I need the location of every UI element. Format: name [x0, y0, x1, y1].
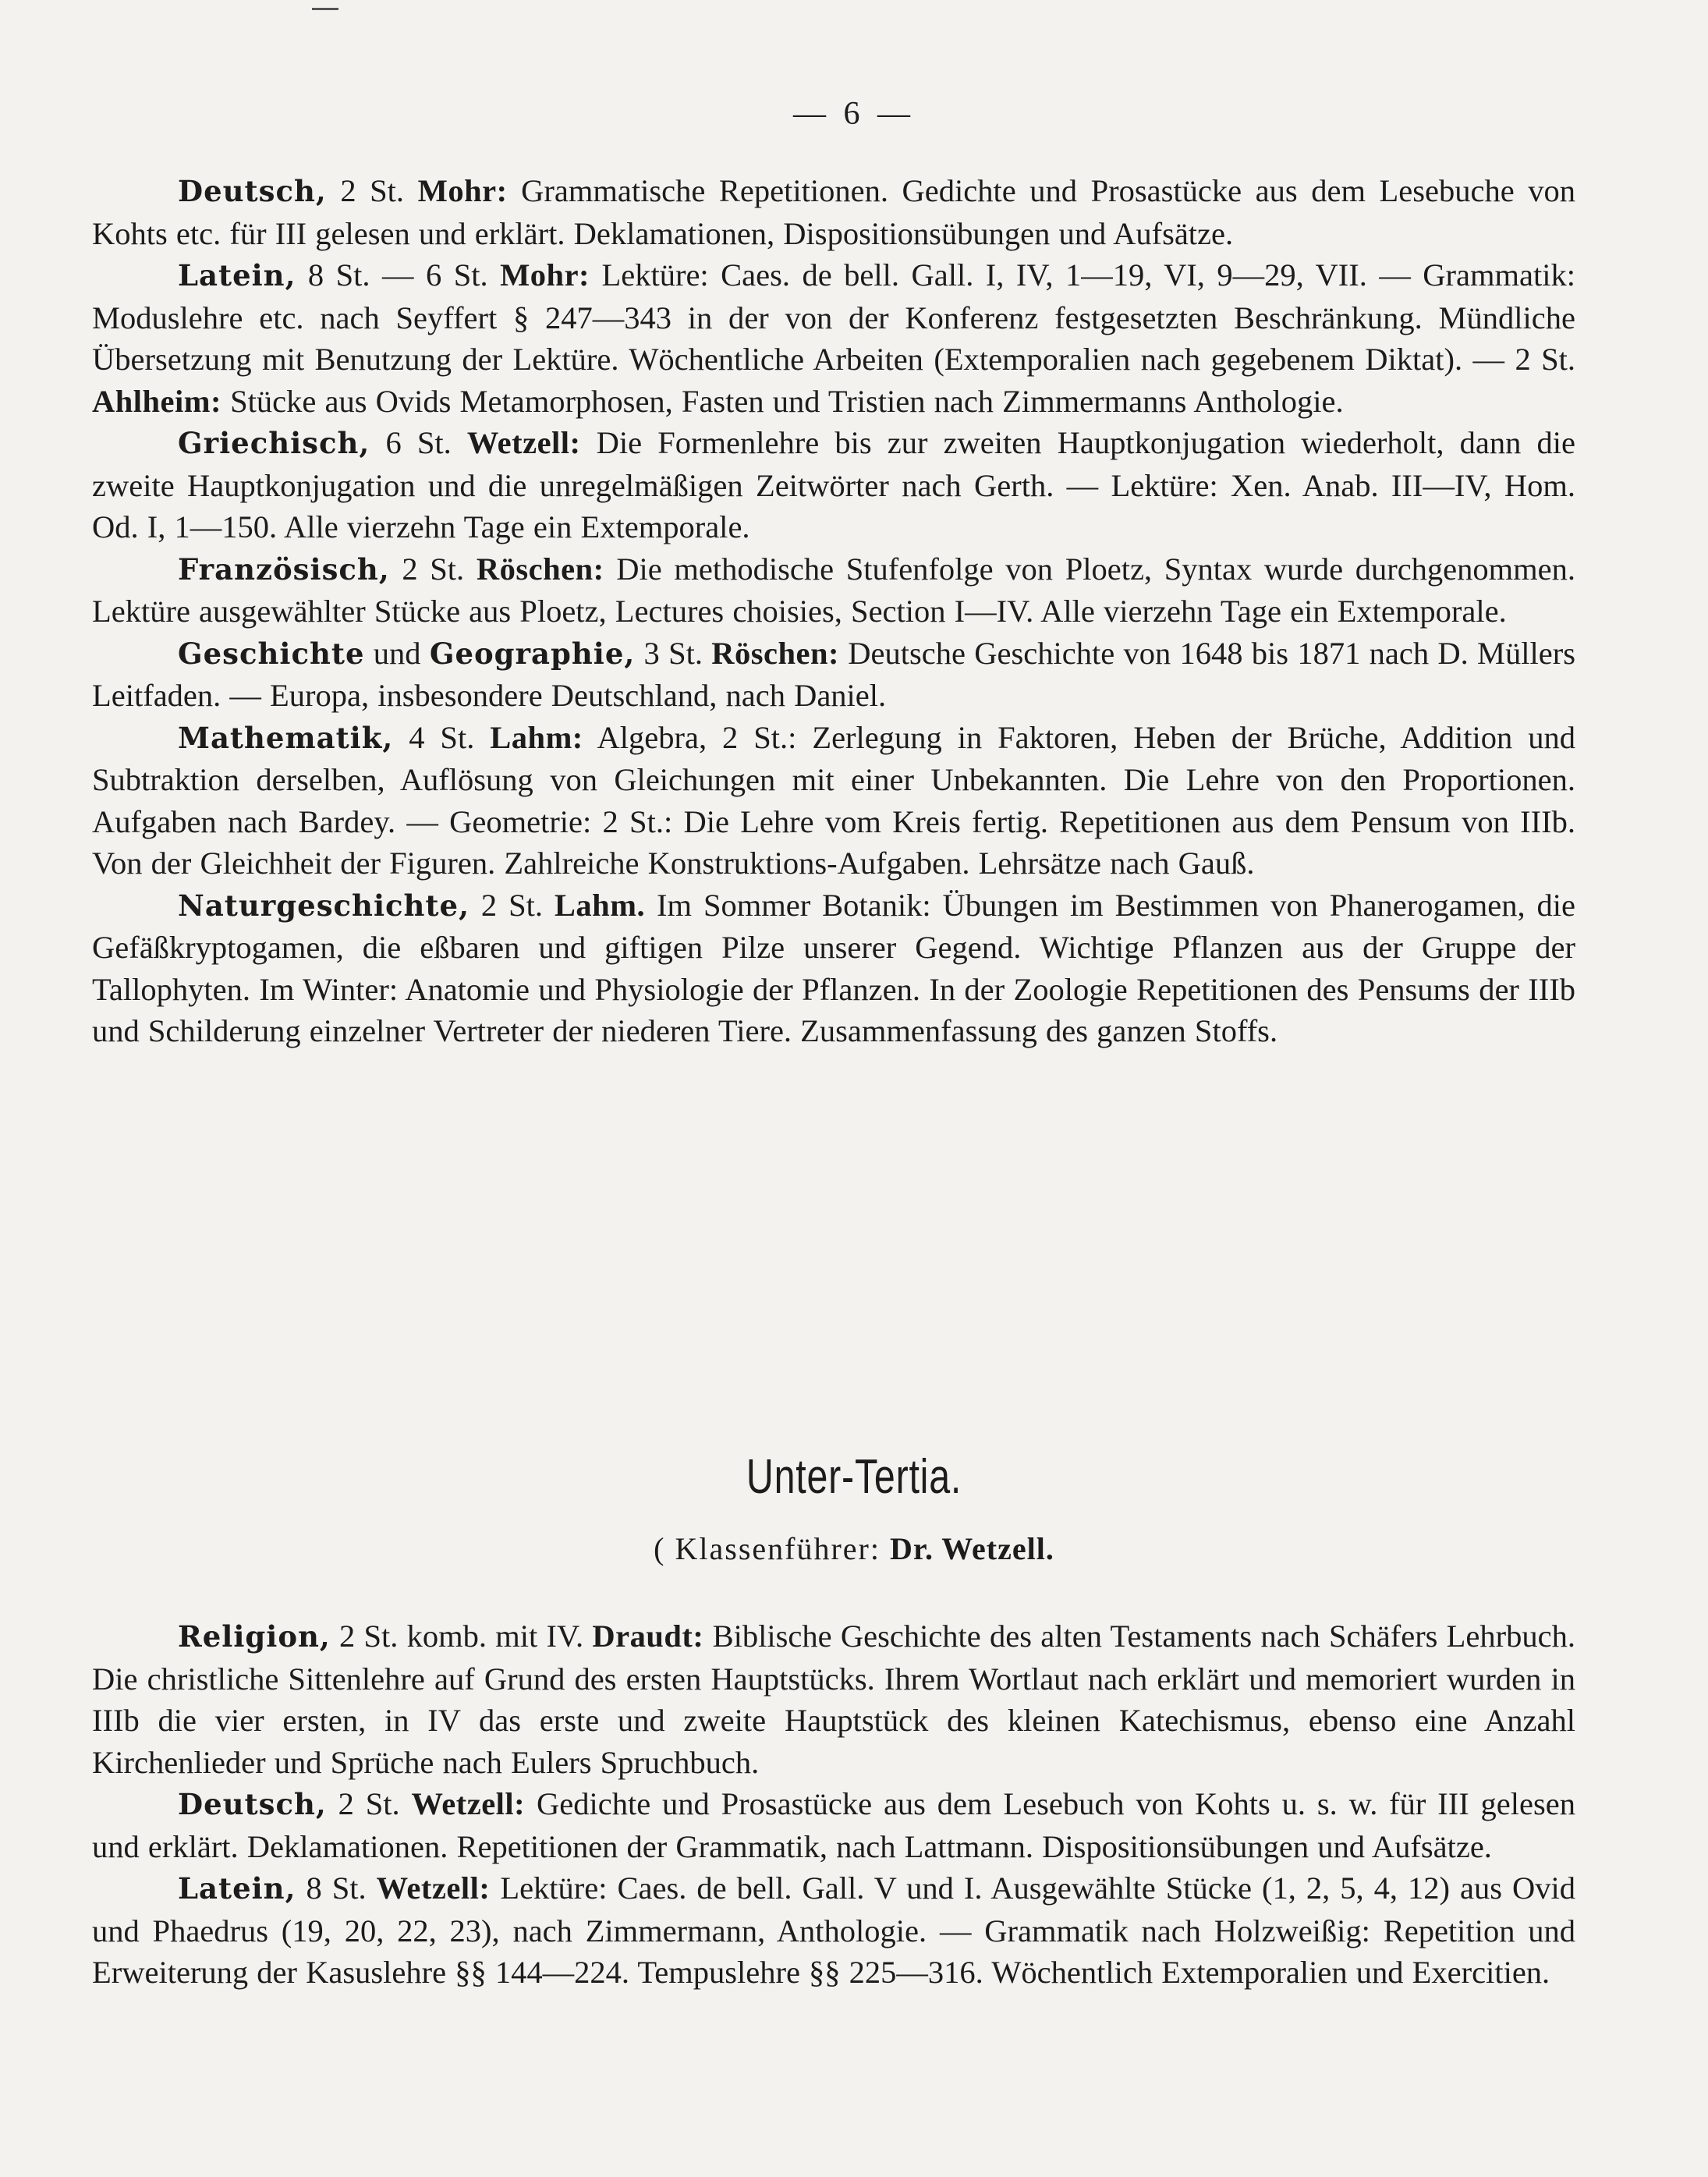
- paragraph-deutsch: [92, 1783, 1575, 1867]
- subject-label: Latein,: [178, 258, 296, 293]
- teacher-name: Lahm:: [490, 719, 583, 755]
- teacher-name: Wetzell:: [466, 425, 581, 460]
- teacher-name: Mohr:: [417, 173, 508, 208]
- paragraph-text: Im Sommer Botanik: Übungen im Bestimmen von Phanerogamen, die Gefäßkryptogamen, die eßbaren und giftigen Pilze unserer Gegend. Wichtige Pflanzen aus der Gruppe der Tallophyten. Im Winter: Anatomie und Physiologie der Pflanzen. In der Zoologie Repetitionen des Pensums der IIIb und Schilderung einzelner Vertreter der niederen Tiere. Zusammenfassung des ganzen Stoffs.: [92, 887, 1575, 1048]
- paragraph-text: Die methodische Stufenfolge von Ploetz, Syntax wurde durchgenommen. Lektüre ausgewählter Stücke aus Ploetz, Lectures choisies, Section I—IV. Alle vierzehn Tage ein Extemporale.: [92, 551, 1575, 629]
- lower-section: [92, 1615, 1575, 1994]
- teacher-name: Draudt:: [592, 1619, 704, 1654]
- section-title: Unter-Tertia.: [746, 1450, 962, 1504]
- paragraph-deutsch: [92, 170, 1575, 254]
- paragraph-text: Lektüre: Caes. de bell. Gall. V und I. Ausgewählte Stücke (1, 2, 5, 4, 12) aus Ovid und Phaedrus (19, 20, 22, 23), nach Zimmermann, Anthologie. — Grammatik nach Holzweißig: Repetition und Erweiterung der Kasuslehre §§ 144—224. Tempuslehre §§ 225—316. Wöchentlich Extemporalien und Exercitien.: [92, 1870, 1575, 1990]
- paragraph-text: Algebra, 2 St.: Zerlegung in Faktoren, Heben der Brüche, Addition und Subtraktion derselben, Auflösung von Gleichungen mit einer Unbekannten. Die Lehre von den Proportionen. Aufgaben nach Bardey. — Geometrie: 2 St.: Die Lehre vom Kreis fertig. Repetitionen aus dem Pensum von IIIb. Von der Gleichheit der Figuren. Zahlreiche Konstruktions-Aufgaben. Lehrsätze nach Gauß.: [92, 719, 1576, 881]
- top-mark: [312, 8, 338, 10]
- subject-label: Naturgeschichte,: [178, 888, 470, 923]
- hours: 2 St.: [326, 173, 418, 208]
- subject-label: Geschichte: [178, 636, 365, 671]
- class-leader-line: [0, 1530, 1708, 1567]
- subject-label: Griechisch,: [178, 426, 370, 460]
- hours: 6 St.: [370, 425, 467, 460]
- subject-label: Mathematik,: [178, 720, 394, 755]
- class-leader-label: ( Klassenführer:: [654, 1531, 890, 1566]
- paragraph-text: Lektüre: Caes. de bell. Gall. I, IV, 1—19, VI, 9—29, VII. — Grammatik: Moduslehre etc. nach Seyffert § 247—343 in der von der Konferenz festgesetzten Beschränkung. Mündliche Übersetzung mit Benutzung der Lektüre. Wöchentliche Arbeiten (Extemporalien nach gegebenem Diktat). — 2 St.: [92, 257, 1575, 377]
- hours: 2 St.: [469, 887, 555, 923]
- class-leader-name: Dr. Wetzell.: [889, 1531, 1054, 1566]
- hours: 3 St.: [635, 635, 712, 671]
- paragraph-griechisch: [92, 422, 1575, 548]
- teacher-name: Wetzell:: [376, 1870, 491, 1906]
- subject-label: Latein,: [178, 1871, 296, 1906]
- paragraph-naturgeschichte: [92, 885, 1575, 1052]
- paragraph-text: Biblische Geschichte des alten Testaments nach Schäfers Lehrbuch. Die christliche Sittenlehre auf Grund des ersten Hauptstücks. Ihrem Wortlaut nach erklärt und memoriert wurden in IIIb die vier ersten, in IV das erste und zweite Hauptstück des kleinen Katechismus, ebenso eine Anzahl Kirchenlieder und Sprüche nach Eulers Spruchbuch.: [92, 1619, 1575, 1780]
- subject-label: Deutsch,: [178, 174, 327, 208]
- paragraph-text: Grammatische Repetitionen. Gedichte und Prosastücke aus dem Lesebuche von Kohts etc. für III gelesen und erklärt. Deklamationen, Dispositionsübungen und Aufsätze.: [92, 173, 1575, 251]
- paragraph-latein: [92, 254, 1575, 422]
- paragraph-mathematik: [92, 717, 1575, 885]
- paragraph-latein: [92, 1867, 1575, 1994]
- subject-label: Französisch,: [178, 551, 390, 587]
- teacher-name: Mohr:: [500, 257, 590, 293]
- teacher-name: Lahm.: [554, 887, 646, 923]
- teacher-name: Wetzell:: [411, 1786, 526, 1821]
- subject-label: Deutsch,: [178, 1787, 327, 1821]
- paragraph-geschichte: [92, 633, 1575, 717]
- hours: 2 St. komb. mit IV.: [330, 1619, 593, 1654]
- paragraph-text: Gedichte und Prosastücke aus dem Lesebuch von Kohts u. s. w. für III gelesen und erklärt. Deklamationen. Repetitionen der Grammatik, nach Lattmann. Dispositionsübungen und Aufsätze.: [92, 1786, 1575, 1864]
- hours: 2 St.: [389, 551, 477, 587]
- teacher-name: Röschen:: [711, 635, 840, 671]
- paragraph-religion: [92, 1615, 1575, 1783]
- paragraph-text: Stücke aus Ovids Metamorphosen, Fasten und Tristien nach Zimmermanns Anthologie.: [221, 383, 1344, 419]
- teacher-name: Röschen:: [476, 551, 604, 587]
- subject-label: Geographie,: [429, 636, 636, 671]
- hours: 8 St. — 6 St.: [296, 257, 501, 293]
- teacher-name: Ahlheim:: [92, 383, 221, 419]
- paragraph-text: Deutsche Geschichte von 1648 bis 1871 nach D. Müllers Leitfaden. — Europa, insbesondere Deutschland, nach Daniel.: [92, 635, 1576, 713]
- upper-section: [92, 170, 1575, 1052]
- subject-label: Religion,: [178, 1619, 331, 1654]
- hours: 8 St.: [296, 1870, 377, 1906]
- conjunction: und: [364, 635, 430, 671]
- paragraph-text: Die Formenlehre bis zur zweiten Hauptkonjugation wiederholt, dann die zweite Hauptkonjugation und die unregelmäßigen Zeitwörter nach Gerth. — Lektüre: Xen. Anab. III—IV, Hom. Od. I, 1—150. Alle vierzehn Tage ein Extemporale.: [92, 425, 1575, 544]
- hours: 2 St.: [326, 1786, 412, 1821]
- paragraph-franzoesisch: [92, 548, 1575, 633]
- hours: 4 St.: [393, 719, 491, 755]
- page-number: — 6 —: [793, 96, 915, 132]
